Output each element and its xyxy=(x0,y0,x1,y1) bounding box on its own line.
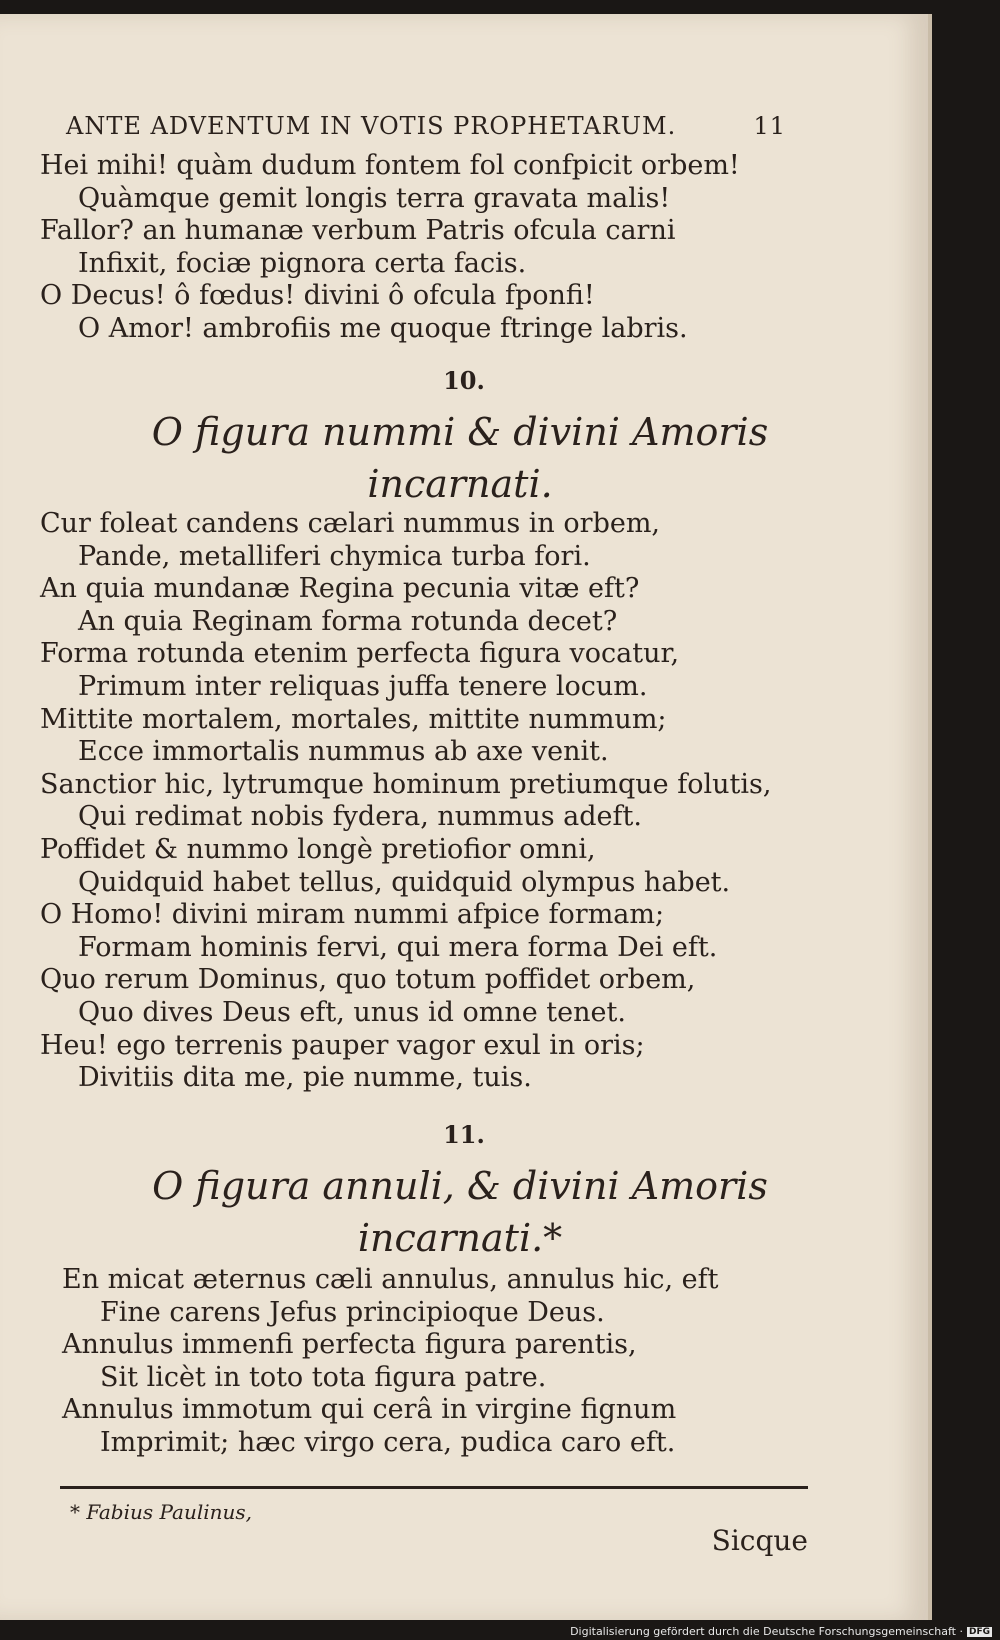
poem-continuation xyxy=(40,150,800,346)
verse-line: Primum inter reliquas juffa tenere locum. xyxy=(78,670,648,702)
verse-line: Infixit, fociæ pignora certa facis. xyxy=(78,247,527,279)
verse-line: Quidquid habet tellus, quidquid olympus habet. xyxy=(78,866,731,898)
verse-line: O Homo! divini miram nummi afpice formam; xyxy=(40,899,665,931)
section-title-line: O figura nummi & divini Amoris xyxy=(151,410,769,454)
verse-line: Fine carens Jefus principioque Deus. xyxy=(100,1296,605,1328)
verse-line: Quo dives Deus eft, unus id omne tenet. xyxy=(78,996,626,1028)
verse-line: Formam hominis fervi, qui mera forma Dei eft. xyxy=(78,931,718,963)
digitization-credit xyxy=(570,1625,992,1638)
section-title-line: O figura annuli, & divini Amoris xyxy=(152,1164,768,1208)
verse-line: Sit licèt in toto tota figura patre. xyxy=(100,1361,547,1393)
footnote-rule xyxy=(60,1486,808,1489)
dfg-logo-icon: DFG xyxy=(968,1626,990,1637)
verse-line: Sanctior hic, lytrumque hominum pretiumque folutis, xyxy=(40,768,772,800)
book-page xyxy=(0,14,932,1620)
section-title-line: incarnati. xyxy=(367,462,553,506)
verse-line: Quàmque gemit longis terra gravata malis! xyxy=(78,182,671,214)
section-number-11: 11. xyxy=(443,1120,485,1149)
verse-line: Imprimit; hæc virgo cera, pudica caro eft. xyxy=(100,1426,676,1458)
verse-line: O Amor! ambrofiis me quoque ftringe labris. xyxy=(78,312,688,344)
verse-line: Annulus immotum qui cerâ in virgine fignum xyxy=(62,1394,677,1426)
section-title-10 xyxy=(30,406,890,510)
verse-line: Ecce immortalis nummus ab axe venit. xyxy=(78,736,609,768)
section-number-10: 10. xyxy=(443,366,485,395)
verse-line: Forma rotunda etenim perfecta figura vocatur, xyxy=(40,638,680,670)
verse-line: Divitiis dita me, pie numme, tuis. xyxy=(78,1062,532,1094)
poem-section-10 xyxy=(40,508,800,1095)
catchword: Sicque xyxy=(711,1524,808,1557)
footnote: * Fabius Paulinus, xyxy=(70,1500,253,1524)
verse-line: Heu! ego terrenis pauper vagor exul in oris; xyxy=(40,1029,645,1061)
verse-line: Hei mihi! quàm dudum fontem fol confpicit orbem! xyxy=(40,150,740,181)
verse-line: Mittite mortalem, mortales, mittite nummum; xyxy=(40,703,667,735)
verse-line: Cur foleat candens cælari nummus in orbem, xyxy=(40,508,661,539)
verse-line: O Decus! ô fœdus! divini ô ofcula fponfi! xyxy=(40,280,595,312)
credit-text: Digitalisierung gefördert durch die Deutsche Forschungsgemeinschaft · xyxy=(570,1625,963,1638)
running-title: ANTE ADVENTUM IN VOTIS PROPHETARUM. xyxy=(66,112,677,140)
page-number: 11 xyxy=(753,112,786,140)
running-header xyxy=(66,112,786,140)
verse-line: En micat æternus cæli annulus, annulus hic, eft xyxy=(62,1264,719,1295)
verse-line: Quo rerum Dominus, quo totum poffidet orbem, xyxy=(40,964,696,996)
section-title-line: incarnati.* xyxy=(357,1216,563,1260)
poem-section-11 xyxy=(62,1264,822,1460)
verse-line: Pande, metalliferi chymica turba fori. xyxy=(78,540,591,572)
section-title-11 xyxy=(30,1160,890,1264)
verse-line: Annulus immenfi perfecta figura parentis, xyxy=(62,1329,637,1361)
verse-line: Poffidet & nummo longè pretiofior omni, xyxy=(40,833,596,865)
verse-line: Qui redimat nobis fydera, nummus adeft. xyxy=(78,801,642,833)
verse-line: An quia Reginam forma rotunda decet? xyxy=(78,605,618,637)
verse-line: An quia mundanæ Regina pecunia vitæ eft? xyxy=(40,573,640,605)
verse-line: Fallor? an humanæ verbum Patris ofcula carni xyxy=(40,215,676,247)
